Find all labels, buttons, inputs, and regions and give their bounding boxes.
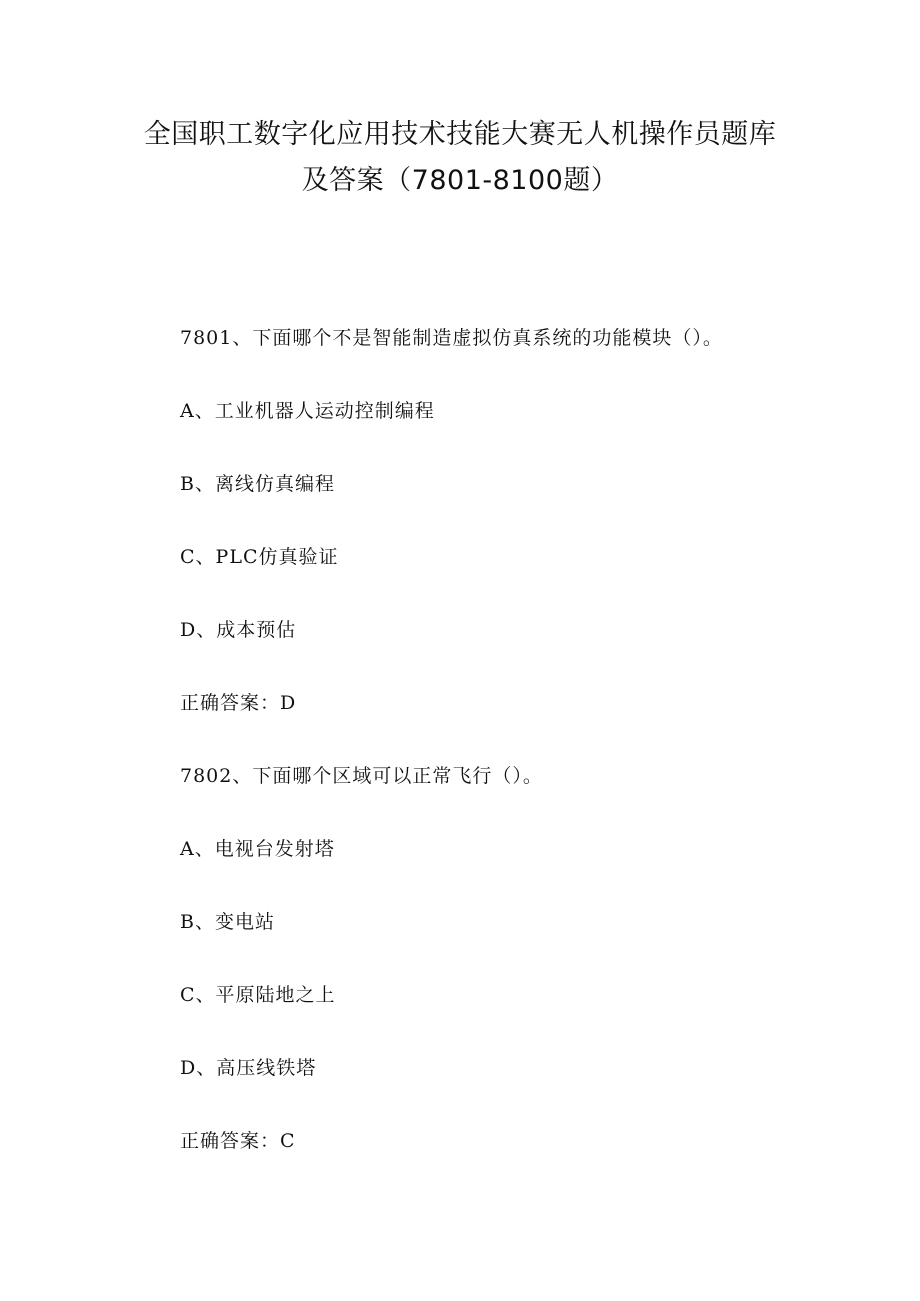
question-7802 bbox=[180, 740, 840, 1178]
option-b: B、变电站 bbox=[180, 911, 275, 933]
correct-answer: 正确答案：C bbox=[180, 1130, 296, 1152]
option-d: D、成本预估 bbox=[180, 619, 297, 641]
title-line-2: 及答案（7801-8100题） bbox=[301, 165, 619, 196]
option-b: B、离线仿真编程 bbox=[180, 473, 335, 495]
option-a: A、电视台发射塔 bbox=[180, 838, 335, 860]
question-stem: 7801、下面哪个不是智能制造虚拟仿真系统的功能模块（）。 bbox=[180, 327, 723, 349]
question-stem: 7802、下面哪个区域可以正常飞行（）。 bbox=[180, 765, 543, 787]
option-c: C、平原陆地之上 bbox=[180, 984, 336, 1006]
option-a: A、工业机器人运动控制编程 bbox=[180, 400, 435, 422]
correct-answer: 正确答案：D bbox=[180, 692, 297, 714]
question-list bbox=[180, 302, 840, 1178]
question-7801 bbox=[180, 302, 840, 740]
title-line-1: 全国职工数字化应用技术技能大赛无人机操作员题库 bbox=[143, 119, 777, 150]
document-title bbox=[0, 112, 920, 204]
option-d: D、高压线铁塔 bbox=[180, 1057, 317, 1079]
option-c: C、PLC仿真验证 bbox=[180, 546, 339, 568]
